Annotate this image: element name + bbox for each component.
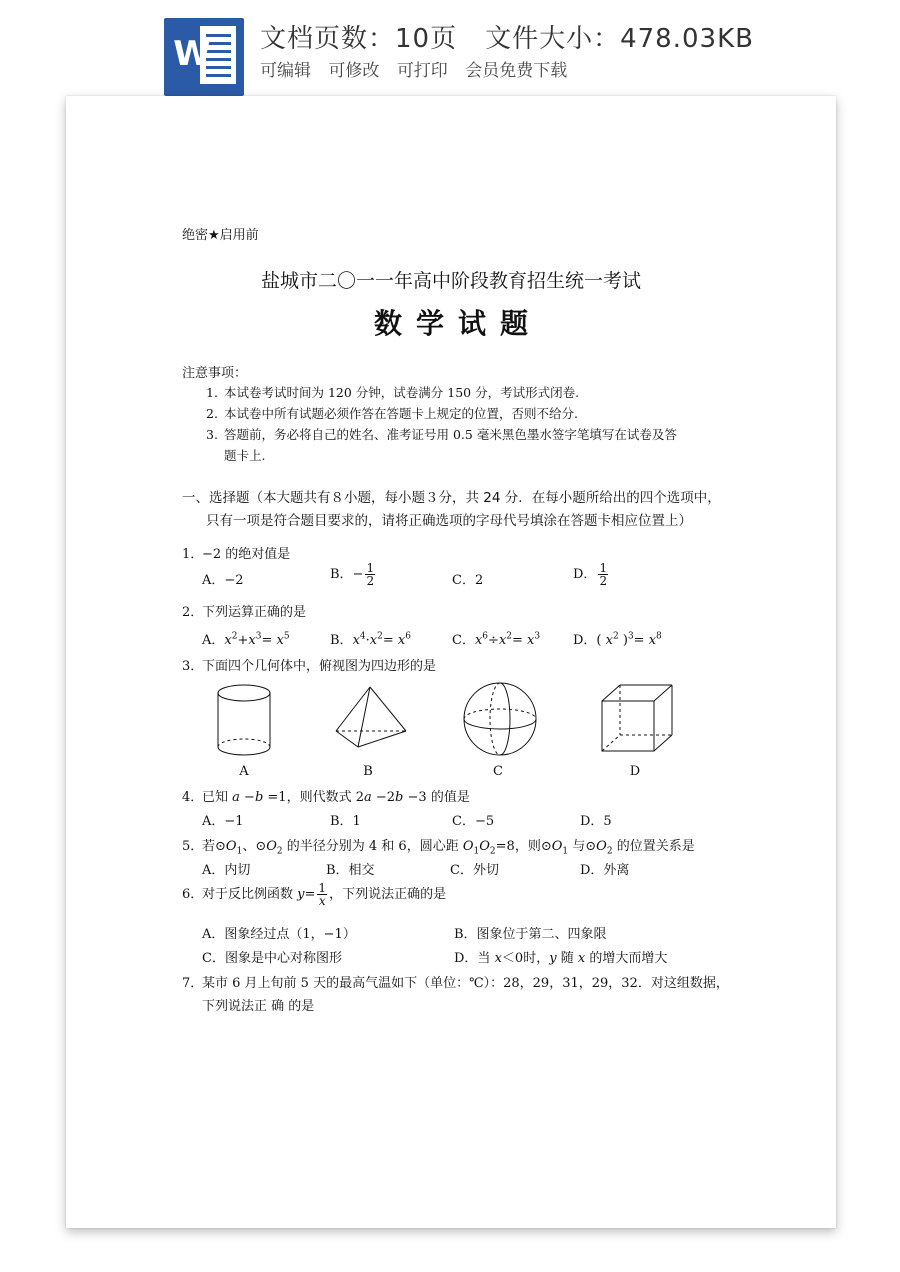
question-5: 5．若$⊙O_1$、$⊙O_2$ 的半径分别为 4 和 6，圆心距 $O_1O_2=8$，则$⊙O_1$ 与$⊙O_2$ 的位置关系是 bbox=[182, 839, 695, 857]
q6-option-c: C．图象是中心对称图形 bbox=[202, 951, 342, 966]
question-7: 7．某市 6 月上旬前 5 天的最高气温如下（单位：℃）：28，29，31，29，32．对这组数据， bbox=[182, 976, 729, 991]
feature-modifiable: 可修改 bbox=[328, 61, 380, 81]
q4-option-a: A．−1 bbox=[202, 814, 244, 829]
question-6: 6．对于反比例函数 y= $\frac{1}{x}$ ，下列说法正确的是 bbox=[182, 881, 447, 908]
confidential-mark: 绝密★启用前 bbox=[182, 228, 259, 243]
section-instructions: 只有一项是符合题目要求的，请将正确选项的字母代号填涂在答题卡相应位置上） bbox=[206, 513, 692, 529]
sphere-figure bbox=[460, 681, 540, 761]
q5-option-d: D．外离 bbox=[580, 863, 630, 878]
file-size: 文件大小：478.03KB bbox=[485, 24, 754, 54]
q6-option-a: A．图象经过点（1，−1） bbox=[202, 927, 356, 942]
cylinder-figure bbox=[206, 681, 286, 761]
feature-member-download: 会员免费下载 bbox=[465, 61, 568, 81]
notice-item: 3. 答题前，务必将自己的姓名、准考证号用 0.5 毫米黑色墨水签字笔填写在试卷及答 bbox=[206, 427, 677, 442]
q2-option-d: D．( $x^2$ )$^3= x^8$ bbox=[573, 631, 662, 648]
subject-title: 数学试题 bbox=[373, 307, 542, 340]
q1-option-d: D． $\frac{1}{2}$ bbox=[573, 561, 608, 588]
figure-label-a: A bbox=[239, 764, 249, 779]
download-banner bbox=[0, 0, 900, 96]
figure-label-b: B bbox=[363, 764, 373, 779]
notice-item: 2. 本试卷中所有试题必须作答在答题卡上规定的位置，否则不给分. bbox=[206, 406, 578, 421]
document-page bbox=[66, 96, 836, 1228]
q1-option-a: A．−2 bbox=[202, 573, 244, 588]
q2-option-a: A．$x^2+x^3= x^5$ bbox=[202, 631, 290, 648]
q5-option-c: C．外切 bbox=[450, 863, 499, 878]
section-heading: 一、选择题（本大题共有８小题，每小题３分，共 24 分．在每小题所给出的四个选项中， bbox=[182, 490, 721, 506]
doc-features bbox=[260, 56, 579, 81]
figure-label-c: C bbox=[493, 764, 503, 779]
question-1: 1．−2 的绝对值是 bbox=[182, 547, 291, 562]
word-document-icon: W bbox=[164, 18, 244, 96]
notice-heading: 注意事项： bbox=[182, 366, 248, 381]
pyramid-figure bbox=[330, 681, 410, 761]
q5-option-a: A．内切 bbox=[202, 863, 251, 878]
question-2: 2．下列运算正确的是 bbox=[182, 605, 307, 620]
q1-option-c: C．2 bbox=[452, 573, 484, 588]
notice-item: 题卡上. bbox=[224, 448, 266, 463]
exam-title: 盐城市二〇一一年高中阶段教育招生统一考试 bbox=[260, 270, 641, 292]
cube-figure bbox=[598, 681, 678, 761]
q4-option-d: D．5 bbox=[580, 814, 612, 829]
question-3: 3．下面四个几何体中，俯视图为四边形的是 bbox=[182, 659, 437, 674]
question-4: 4．已知 a −b =1，则代数式 2a −2b −3 的值是 bbox=[182, 790, 470, 805]
question-7-continued: 下列说法正 确 的是 bbox=[202, 999, 315, 1014]
q6-option-b: B．图象位于第二、四象限 bbox=[454, 927, 607, 942]
feature-printable: 可打印 bbox=[396, 61, 448, 81]
q6-option-d: D．当 x＜0时，y 随 x 的增大而增大 bbox=[454, 951, 668, 966]
q4-option-b: B．1 bbox=[330, 814, 361, 829]
q4-option-c: C．−5 bbox=[452, 814, 495, 829]
figure-label-d: D bbox=[629, 764, 641, 779]
doc-meta bbox=[260, 18, 754, 55]
page-count: 文档页数：10页 bbox=[260, 24, 458, 54]
q2-option-c: C．$x^6\div x^2= x^3$ bbox=[452, 631, 541, 648]
q5-option-b: B．相交 bbox=[326, 863, 375, 878]
q1-option-b: B．− $\frac{1}{2}$ bbox=[330, 561, 375, 588]
feature-editable: 可编辑 bbox=[260, 61, 311, 81]
notice-item: 1. 本试卷考试时间为 120 分钟，试卷满分 150 分，考试形式闭卷. bbox=[206, 385, 580, 400]
q2-option-b: B．$x^4\cdot x^2= x^6$ bbox=[330, 631, 411, 648]
